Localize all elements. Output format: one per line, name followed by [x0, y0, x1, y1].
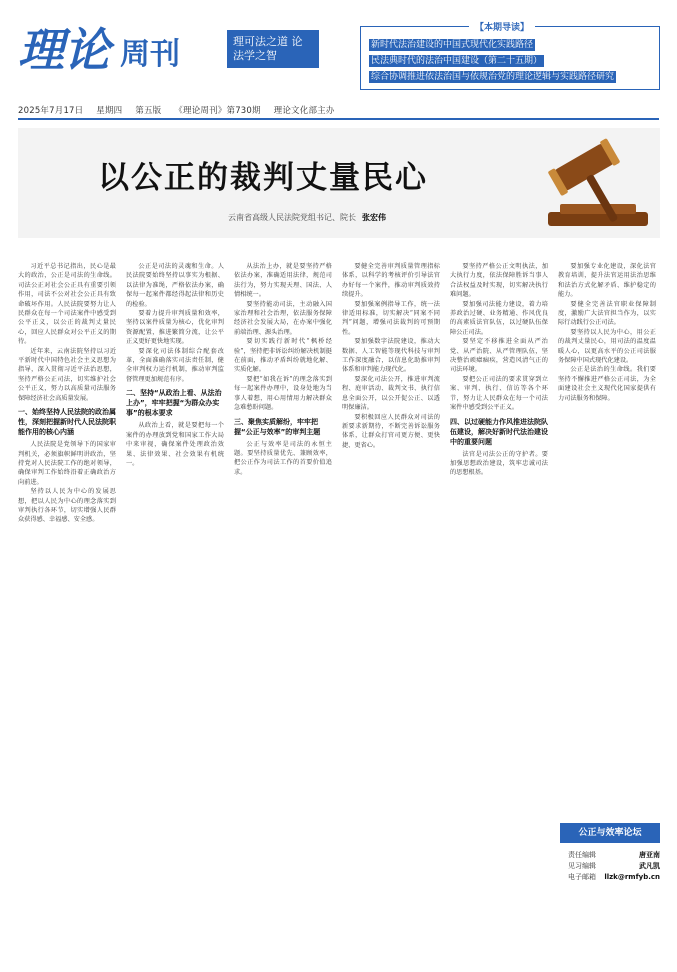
paragraph: 要着力提升审判质量和效率，坚持以案件质量为核心，优化审判资源配置，推进繁简分流，让公平正义更好更快地实现。: [126, 310, 224, 346]
guide-item[interactable]: 综合协调推进依法治国与依规治党的理论逻辑与实践路径研究: [371, 72, 615, 82]
guide-item[interactable]: 新时代法治建设的中国式现代化实践路径: [371, 40, 534, 50]
newspaper-logo: [18, 18, 240, 76]
editor-row: 见习编辑 武凡凯: [568, 862, 660, 870]
headline-banner: [18, 128, 660, 238]
article-column: [18, 262, 116, 892]
paragraph: 习近平总书记指出，民心是最大的政治，公正是司法的生命线。司法公正对社会公正具有重要引领作用，司法不公对社会公正具有致命破坏作用。人民法院要努力让人民群众在每一个司法案件中感受到公平正义，以公正的裁判丈量民心，回应人民群众对公平正义的期待。: [18, 263, 116, 346]
date: 2025年7月17日: [18, 106, 84, 116]
paragraph: 要加强司法能力建设，着力培养政治过硬、业务精通、作风优良的高素质法官队伍，以过硬队伍保障公正司法。: [450, 300, 548, 336]
editor-email-row[interactable]: 电子邮箱 llzk@rmfyb.cn: [568, 873, 660, 881]
issue-number: 《理论周刊》第730期: [174, 106, 261, 116]
paragraph: 人民法院是党领导下的国家审判机关，必须旗帜鲜明讲政治，坚持党对人民法院工作的绝对领导，确保审判工作始终沿着正确政治方向前进。: [18, 441, 116, 486]
organizer: 理论文化部主办: [273, 106, 335, 116]
paragraph: 要健全完善法官职业保障制度，激励广大法官担当作为，以实际行动践行公正司法。: [558, 300, 656, 327]
article-body: [18, 262, 660, 892]
forum-title: 公正与效率论坛: [560, 823, 660, 843]
section-heading: 一、始终坚持人民法院的政治属性，深刻把握新时代人民法院职能作用的核心内涵: [18, 408, 116, 437]
paragraph: 要坚定不移推进全面从严治党、从严治院、从严管理队伍，坚决整治顽瘴痼疾，营造风清气正的司法环境。: [450, 338, 548, 374]
paragraph: 要坚持能动司法，主动融入国家治理和社会治理，依法服务保障经济社会发展大局，在办案中强化前端治理、源头治理。: [234, 300, 332, 336]
guide-item[interactable]: 民法典时代的法治中国建设（第二十五期）: [371, 56, 543, 66]
paragraph: 从政治上看，就是要把每一个案件的办理放到党和国家工作大局中来审视，确保案件处理政治效果、法律效果、社会效果有机统一。: [126, 422, 224, 467]
paragraph: 公正是司法的灵魂和生命。人民法院要始终坚持以事实为根据、以法律为准绳，严格依法办案，确保每一起案件都经得起法律和历史的检验。: [126, 263, 224, 308]
paragraph: 坚持以人民为中心的发展思想，把以人民为中心的理念落实到审判执行各环节，切实增强人民群众获得感、幸福感、安全感。: [18, 488, 116, 524]
author-name: 张宏伟: [362, 213, 386, 222]
paragraph: 要加强案例指导工作，统一法律适用标准，切实解决“同案不同判”问题，增强司法裁判的可预期性。: [342, 300, 440, 336]
paragraph: 公正与效率是司法的永恒主题。要坚持质量优先、兼顾效率，把公正作为司法工作的首要价值追求。: [234, 440, 332, 476]
article-headline: 以公正的裁判丈量民心: [98, 160, 428, 196]
svg-text:理论: 理论: [18, 23, 110, 76]
byline: [228, 212, 386, 223]
article-column: [558, 262, 656, 817]
svg-text:周刊: 周刊: [120, 37, 180, 72]
section-heading: 二、坚持“从政治上看、从法治上办”，牢牢把握“为群众办实事”的根本要求: [126, 389, 222, 418]
guide-tag: 【本期导读】: [469, 20, 535, 33]
section-heading: 四、以过硬能力作风推进法院队伍建设，解决好新时代法治建设中的重要问题: [450, 417, 548, 446]
masthead-divider: [18, 118, 659, 120]
weekday: 星期四: [96, 106, 123, 116]
paragraph: 要深化司法公开，推进审判流程、庭审活动、裁判文书、执行信息全面公开，以公开促公正、以透明保廉洁。: [342, 375, 440, 412]
gavel-icon: [518, 134, 660, 234]
paragraph: 近年来，云南法院坚持以习近平新时代中国特色社会主义思想为指导，深入贯彻习近平法治思想，坚持严格公正司法，切实维护社会公平正义，努力以高质量司法服务保障经济社会高质量发展。: [18, 347, 116, 402]
paragraph: 要积极回应人民群众对司法的新要求新期待，不断完善诉讼服务体系，让群众打官司更方便、更快捷、更省心。: [342, 413, 440, 449]
guide-list: [369, 37, 653, 85]
paragraph: 要深化司法体制综合配套改革，全面准确落实司法责任制，健全审判权力运行机制，推动审判监督管理更加规范有序。: [126, 347, 224, 383]
author-title: 云南省高级人民法院党组书记、院长: [228, 213, 356, 222]
article-column: [342, 262, 440, 892]
paragraph: 要切实践行新时代“枫桥经验”，坚持把非诉讼纠纷解决机制挺在前面，推动矛盾纠纷就地化解、实质化解。: [234, 338, 332, 374]
paragraph: 要把“如我在诉”的理念落实到每一起案件办理中，设身处地为当事人着想，用心用情用力解决群众急难愁盼问题。: [234, 375, 332, 412]
dateline: [18, 104, 345, 116]
section-heading: 三、聚焦实质解纷，牢牢把握“公正与效率”的审判主题: [234, 417, 321, 436]
paragraph: 要健全完善审判质量管理指标体系，以科学的考核评价引导法官办好每一个案件，推动审判质效持续提升。: [342, 263, 440, 299]
paragraph: 要坚持严格公正文明执法，加大执行力度，依法保障胜诉当事人合法权益及时实现，切实解决执行难问题。: [450, 263, 548, 299]
editor-credits: [568, 850, 660, 883]
page-number: 第五版: [135, 106, 162, 116]
article-column: [126, 262, 224, 892]
paragraph: 要把公正司法的要求贯穿到立案、审判、执行、信访等各个环节，努力让人民群众在每一个司法案件中感受到公平正义。: [450, 375, 548, 412]
paragraph: 公正是法治的生命线。我们要坚持不懈推进严格公正司法，为全面建设社会主义现代化国家提供有力司法服务和保障。: [558, 366, 656, 402]
article-column: [450, 262, 548, 892]
paragraph: 要坚持以人民为中心，用公正的裁判丈量民心，用司法的温度温暖人心，以更高水平的公正司法服务保障中国式现代化建设。: [558, 328, 656, 365]
editor-row: 责任编辑 唐亚南: [568, 851, 660, 859]
article-column: [234, 262, 332, 892]
paragraph: 法官是司法公正的守护者。要加强思想政治建设，筑牢忠诚司法的思想根基。: [450, 450, 548, 477]
paragraph: 要加强专业化建设，深化法官教育培训，提升法官运用法治思维和法治方式化解矛盾、维护稳定的能力。: [558, 263, 656, 299]
paragraph: 从法治上办，就是要坚持严格依法办案，准确适用法律，规范司法行为，努力实现天理、国法、人情相统一。: [234, 263, 332, 299]
slogan-box: 理可法之道 论法学之智: [227, 30, 319, 68]
masthead: [0, 0, 677, 118]
paragraph: 要加强数字法院建设，推动大数据、人工智能等现代科技与审判工作深度融合，以信息化助推审判体系和审判能力现代化。: [342, 338, 440, 374]
logo-lettering: [18, 18, 240, 76]
guide-box: [360, 23, 660, 90]
